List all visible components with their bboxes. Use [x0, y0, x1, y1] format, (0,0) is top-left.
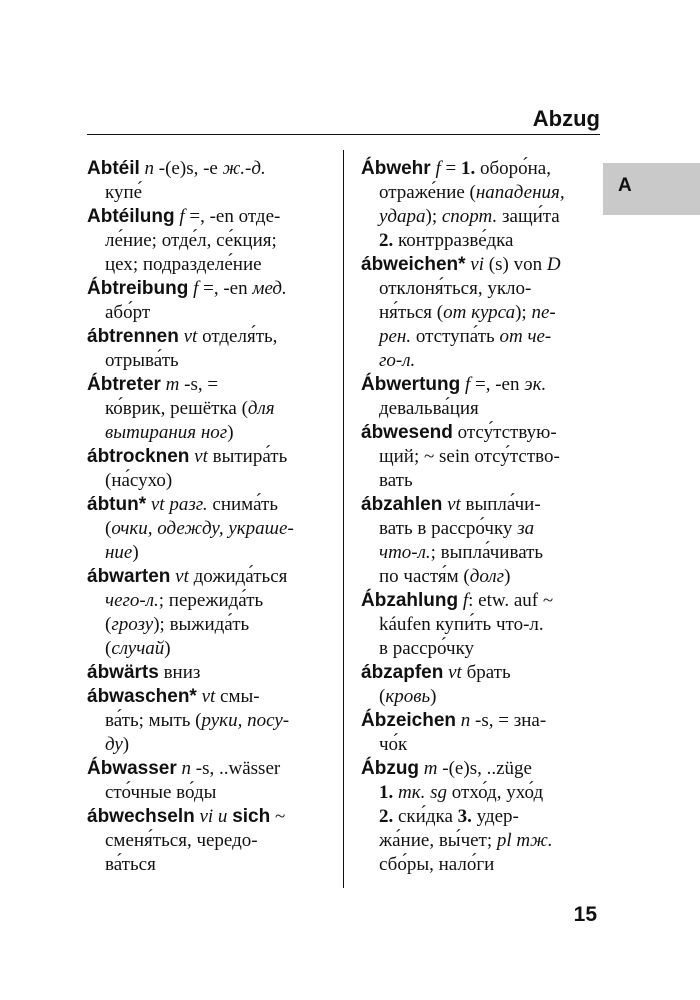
- context-note: удара: [379, 206, 426, 227]
- headword: Ábtreter: [87, 374, 161, 395]
- context-note: что-л.: [379, 542, 431, 563]
- dictionary-line: [361, 469, 596, 493]
- dictionary-line: [87, 157, 337, 181]
- context-note: грозу: [111, 614, 154, 635]
- entry-text: удер-: [471, 806, 519, 827]
- dictionary-line: [361, 253, 596, 277]
- usage-label: спорт.: [441, 206, 498, 227]
- usage-label: пе-: [531, 302, 556, 323]
- entry-text: вать в рассро́чку: [379, 518, 518, 539]
- entry-text: ): [504, 566, 511, 587]
- sense-number: 2.: [379, 230, 394, 251]
- headword: Abtéil: [87, 158, 140, 179]
- dictionary-line: [87, 349, 337, 373]
- context-note: чего-л.: [105, 590, 159, 611]
- sense-number: 1.: [379, 782, 394, 803]
- sense-number: 1.: [460, 158, 476, 179]
- entry-text: брать: [461, 662, 511, 683]
- entry-text: отсу́тствую-: [452, 422, 557, 443]
- entry-text: =: [440, 158, 461, 179]
- entry-text: отрыва́ть: [105, 350, 179, 371]
- context-note: нападения,: [475, 182, 565, 203]
- dictionary-line: [361, 541, 596, 565]
- dictionary-line: [361, 205, 596, 229]
- entry-text: =, -en: [470, 374, 525, 395]
- dictionary-line: [361, 733, 596, 757]
- dictionary-line: [361, 565, 596, 589]
- grammar-label: n: [460, 710, 471, 731]
- headword: ábtrocknen: [87, 446, 190, 467]
- dictionary-line: [87, 373, 337, 397]
- context-note: кровь: [385, 686, 431, 707]
- entry-text: );: [425, 206, 442, 227]
- headword: Abtéilung: [87, 206, 175, 227]
- dictionary-line: [87, 685, 337, 709]
- dictionary-line: [87, 325, 337, 349]
- entry-text: (на́сухо): [105, 470, 173, 491]
- dictionary-line: [87, 829, 337, 853]
- entry-text: -(e)s, -e: [154, 158, 223, 179]
- dictionary-line: [87, 589, 337, 613]
- headword: Ábzeichen: [361, 710, 457, 731]
- running-head: Abzug: [532, 106, 600, 131]
- entry-text: -s, =: [179, 374, 219, 395]
- entry-text: вать: [379, 470, 413, 491]
- entry-text: (: [105, 518, 112, 539]
- entry-text: дожида́ться: [188, 566, 288, 587]
- headword: ábweichen*: [361, 254, 466, 275]
- entry-text: ко́врик, решётка (: [105, 398, 248, 419]
- entry-text: чо́к: [379, 734, 408, 755]
- grammar-label: n: [181, 758, 192, 779]
- usage-label: pl тж.: [496, 830, 553, 851]
- dictionary-line: [361, 829, 596, 853]
- dictionary-line: [361, 781, 596, 805]
- dictionary-line: [361, 805, 596, 829]
- usage-label: разг.: [169, 494, 208, 515]
- dictionary-line: [87, 637, 337, 661]
- grammar-label: vi: [470, 254, 485, 275]
- entry-text: ): [122, 734, 130, 755]
- entry-text: ): [132, 542, 139, 563]
- context-note: руки, посу-: [201, 710, 290, 731]
- grammar-label: vt: [201, 686, 216, 707]
- entry-text: вниз: [158, 662, 201, 683]
- grammar-label: f: [193, 278, 199, 299]
- header-rule: [87, 134, 600, 135]
- usage-label: тк. sg: [398, 782, 448, 803]
- dictionary-line: [87, 661, 337, 685]
- headword: ábzahlen: [361, 494, 443, 515]
- dictionary-line: [87, 565, 337, 589]
- entry-text: ски́дка: [393, 806, 458, 827]
- dictionary-line: [361, 157, 596, 181]
- entry-text: (: [105, 614, 112, 635]
- dictionary-line: [361, 709, 596, 733]
- entry-text: ва́ть; мыть (: [105, 710, 202, 731]
- entry-text: оборо́на,: [475, 158, 551, 179]
- entry-text: контрразве́дка: [393, 230, 514, 251]
- entry-text: (s) von: [484, 254, 547, 275]
- thumb-index-letter: A: [618, 175, 632, 196]
- page-number: 15: [573, 903, 597, 926]
- dictionary-line: [361, 517, 596, 541]
- dictionary-line: [361, 301, 596, 325]
- dictionary-line: [361, 661, 596, 685]
- dictionary-line: [87, 277, 337, 301]
- dictionary-line: [87, 301, 337, 325]
- entry-text: ): [430, 686, 437, 707]
- sense-number: 2.: [379, 806, 394, 827]
- dictionary-line: [87, 853, 337, 877]
- headword: ábzapfen: [361, 662, 444, 683]
- entry-text: сменя́ться, чередо-: [105, 830, 258, 851]
- dictionary-line: [361, 373, 596, 397]
- entry-text: =, -en: [198, 278, 253, 299]
- headword: ábwechseln: [87, 806, 195, 827]
- entry-text: жа́ние, вы́чет;: [379, 830, 497, 851]
- dictionary-line: [361, 421, 596, 445]
- entry-text: цех; подразделе́ние: [105, 254, 262, 275]
- headword: ábtrennen: [87, 326, 179, 347]
- dictionary-line: [87, 733, 337, 757]
- grammar-label: f: [179, 206, 185, 227]
- entry-text: ; выпла́чивать: [430, 542, 544, 563]
- grammar-label: vt: [175, 566, 189, 587]
- headword: ábwarten: [87, 566, 171, 587]
- entry-text: ле́ние; отде́л, се́кция;: [105, 230, 277, 251]
- context-note: от курса: [443, 302, 516, 323]
- grammar-label: f: [435, 158, 441, 179]
- entry-text: -s, ..wässer: [191, 758, 281, 779]
- dictionary-line: [87, 757, 337, 781]
- dictionary-line: [87, 781, 337, 805]
- entry-text: або́рт: [105, 302, 151, 323]
- entry-text: ); выжида́ть: [153, 614, 250, 635]
- dictionary-line: [361, 853, 596, 877]
- entry-text: ): [227, 422, 234, 443]
- grammar-label: vt: [448, 662, 462, 683]
- dictionary-line: [361, 349, 596, 373]
- grammar-label: vt: [447, 494, 461, 515]
- context-note: за: [517, 518, 535, 539]
- dictionary-line: [87, 181, 337, 205]
- headword: ábwaschen*: [87, 686, 197, 707]
- entry-text: девальва́ция: [379, 398, 479, 419]
- dictionary-line: [361, 493, 596, 517]
- sense-number: 3.: [457, 806, 472, 827]
- grammar-label: vi u: [199, 806, 228, 827]
- context-note: долг: [469, 566, 505, 587]
- context-note: случай: [111, 638, 165, 659]
- entry-text: выпла́чи-: [460, 494, 541, 515]
- context-note: го-л.: [379, 350, 416, 371]
- dictionary-line: [87, 253, 337, 277]
- grammar-label: m: [165, 374, 180, 395]
- headword: Ábwertung: [361, 374, 461, 395]
- headword: Ábwasser: [87, 758, 177, 779]
- entry-text: защи́та: [497, 206, 560, 227]
- dictionary-line: [87, 445, 337, 469]
- entry-text: -(e)s, ..züge: [437, 758, 532, 779]
- dictionary-line: [87, 613, 337, 637]
- dictionary-line: [87, 421, 337, 445]
- grammar-label: vt: [194, 446, 208, 467]
- entry-text: отклоня́ться, укло-: [379, 278, 532, 299]
- entry-text: ня́ться (: [379, 302, 444, 323]
- dictionary-line: [361, 757, 596, 781]
- entry-text: (: [379, 686, 386, 707]
- entry-text: сто́чные во́ды: [105, 782, 217, 803]
- dictionary-line: [87, 517, 337, 541]
- dictionary-line: [361, 589, 596, 613]
- headword: ábwesend: [361, 422, 453, 443]
- entry-text: =, -en отде-: [184, 206, 281, 227]
- entry-text: отраже́ние (: [379, 182, 476, 203]
- usage-label: рен.: [379, 326, 412, 347]
- entry-text: в рассро́чку: [379, 638, 475, 659]
- dictionary-line: [87, 805, 337, 829]
- entry-text: снима́ть: [207, 494, 278, 515]
- grammar-label: n: [144, 158, 155, 179]
- left-column: [87, 157, 337, 877]
- entry-text: ; пережида́ть: [158, 590, 264, 611]
- entry-text: отделя́ть,: [197, 326, 278, 347]
- dictionary-line: [361, 445, 596, 469]
- usage-label: эк.: [524, 374, 547, 395]
- headword: Ábzahlung: [361, 590, 459, 611]
- headword: sich: [232, 806, 271, 827]
- right-column: [361, 157, 596, 877]
- grammar-label: m: [423, 758, 438, 779]
- entry-text: отхо́д, ухо́д: [447, 782, 544, 803]
- entry-text: (: [105, 638, 112, 659]
- entry-text: щий; ~ sein отсу́тство-: [379, 446, 560, 467]
- headword: ábtun*: [87, 494, 147, 515]
- headword: Ábwehr: [361, 158, 431, 179]
- grammar-label: D: [546, 254, 561, 275]
- dictionary-line: [87, 205, 337, 229]
- dictionary-line: [87, 541, 337, 565]
- dictionary-line: [361, 325, 596, 349]
- context-note: ду: [105, 734, 123, 755]
- entry-text: сбо́ры, нало́ги: [379, 854, 495, 875]
- column-divider: [343, 150, 344, 888]
- entry-text: вытира́ть: [207, 446, 288, 467]
- grammar-label: vt: [150, 494, 165, 515]
- headword: ábwärts: [87, 662, 159, 683]
- context-note: для: [247, 398, 275, 419]
- grammar-label: f: [464, 374, 471, 395]
- dictionary-line: [361, 397, 596, 421]
- dictionary-line: [361, 181, 596, 205]
- entry-text: ва́ться: [105, 854, 156, 875]
- dictionary-line: [361, 229, 596, 253]
- headword: Ábzug: [361, 758, 420, 779]
- usage-label: мед.: [252, 278, 287, 299]
- entry-text: -s, = зна-: [470, 710, 547, 731]
- context-note: ние: [105, 542, 133, 563]
- dictionary-line: [87, 397, 337, 421]
- dictionary-line: [87, 493, 337, 517]
- headword: Ábtreibung: [87, 278, 189, 299]
- context-note: очки, одежду, украше-: [111, 518, 294, 539]
- context-note: от че-: [499, 326, 552, 347]
- entry-text: по частя́м (: [379, 566, 470, 587]
- dictionary-line: [361, 637, 596, 661]
- dictionary-line: [87, 709, 337, 733]
- thumb-index-tab: [603, 163, 700, 215]
- entry-text: отступа́ть: [411, 326, 500, 347]
- grammar-label: f: [462, 590, 469, 611]
- entry-text: );: [515, 302, 532, 323]
- usage-label: ж.-д.: [222, 158, 266, 179]
- entry-text: ~: [270, 806, 286, 827]
- dictionary-line: [87, 469, 337, 493]
- entry-text: : etw. auf ~: [468, 590, 554, 611]
- dictionary-line: [361, 685, 596, 709]
- entry-text: смы-: [215, 686, 260, 707]
- dictionary-line: [361, 277, 596, 301]
- dictionary-line: [87, 229, 337, 253]
- entry-text: ): [164, 638, 171, 659]
- context-note: вытирания ног: [105, 422, 228, 443]
- grammar-label: vt: [183, 326, 198, 347]
- entry-text: káufen купи́ть что-л.: [379, 614, 544, 635]
- dictionary-line: [361, 613, 596, 637]
- entry-text: купе́: [105, 182, 143, 203]
